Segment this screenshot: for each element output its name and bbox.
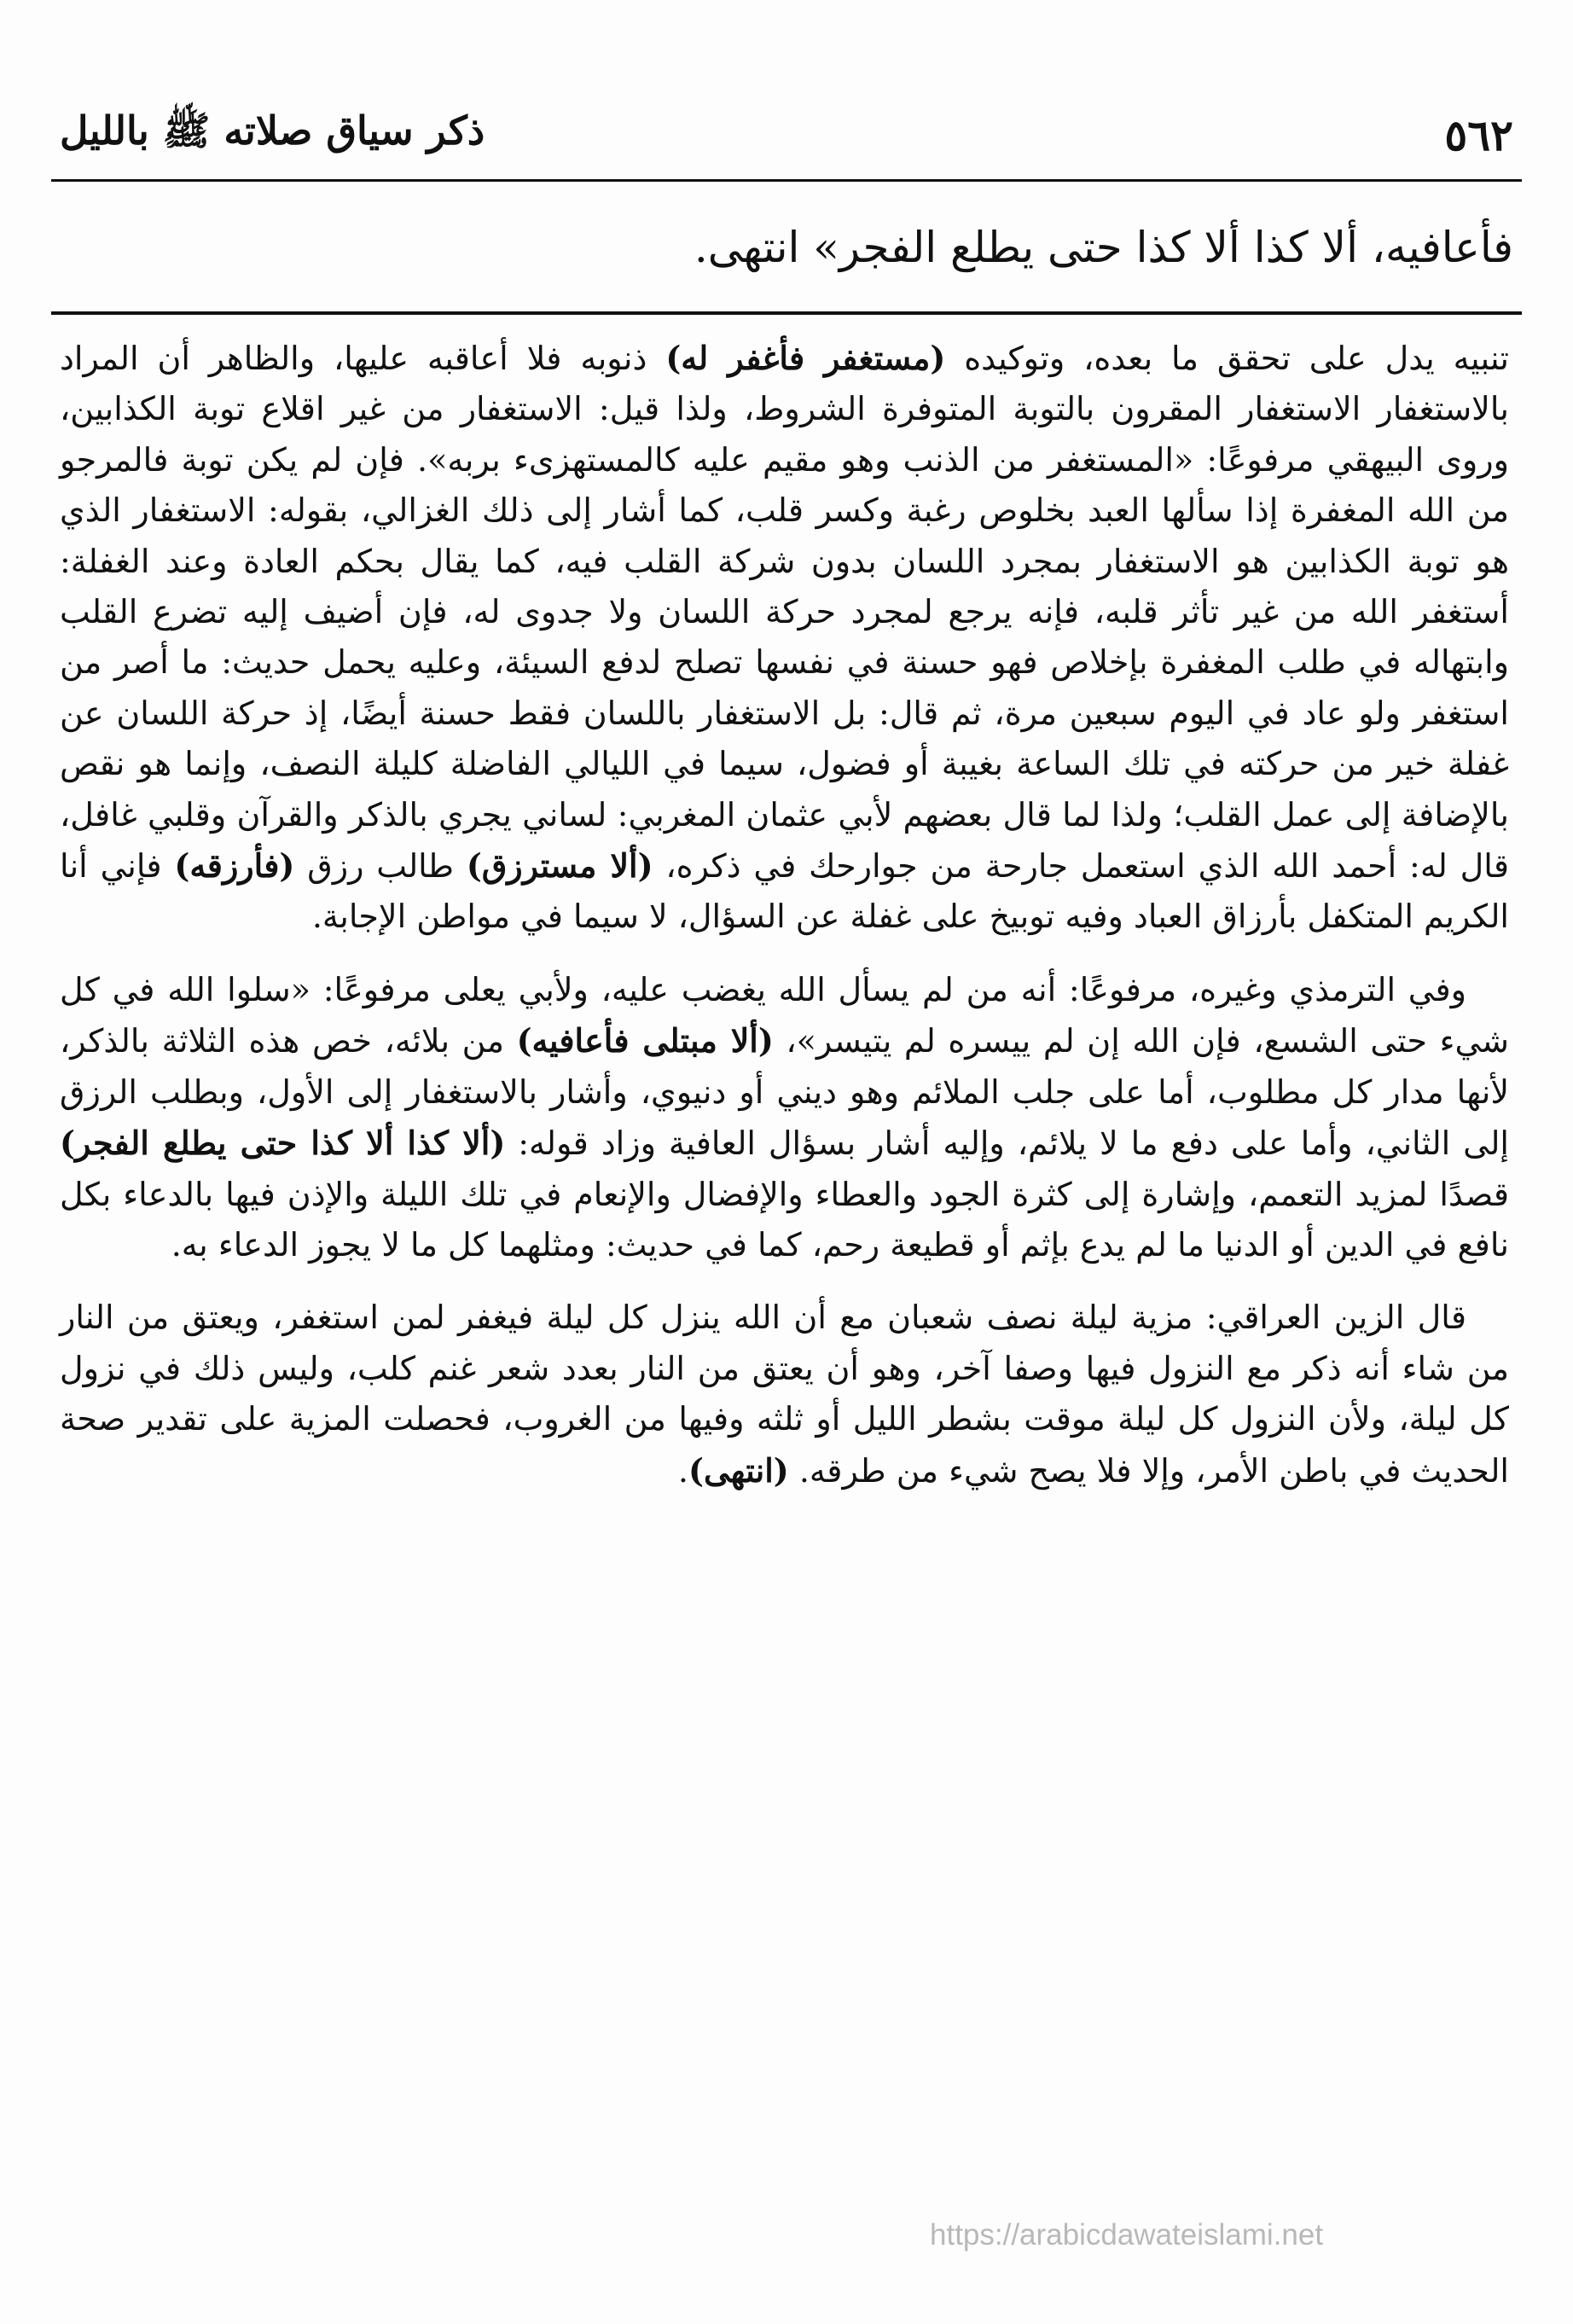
paragraph-text: وفي الترمذي وغيره، مرفوعًا: أنه من لم يسأل الله يغضب عليه، ولأبي يعلى مرفوعًا: «سلوا الله في كل شيء حتى الشسع، فإن الله إن لم ييسره لم يتيسر»،	[60, 970, 1509, 1060]
paragraph-text: .	[677, 1451, 688, 1490]
page-number: ٥٦٢	[1444, 109, 1513, 160]
paragraph-text: فإني أنا الكريم المتكفل بأرزاق العباد وفيه توبيخ على غفلة عن السؤال، لا سيما في مواطن الإجابة.	[60, 847, 1509, 936]
running-title: ذكر سياق صلاته ﷺ بالليل	[60, 107, 485, 154]
header-rule	[51, 179, 1522, 182]
paragraph-text: ذنوبه فلا أعاقبه عليها، والظاهر أن المراد بالاستغفار الاستغفار المقرون بالتوبة المتوفرة الشروط، ولذا قيل: الاستغفار من غير اقلاع توبة الكذابين، وروى البيهقي مرفوعًا: «المستغفر من الذنب وهو مقيم عليه كالمستهزىء بربه». فإن لم يكن توبة فالمرجو من الله المغفرة إذا سألها العبد بخلوص رغبة وكسر قلب، كما أشار إلى ذلك الغزالي، بقوله: الاستغفار الذي هو توبة الكذابين هو الاستغفار بمجرد اللسان بدون شركة القلب فيه، كما يقال بحكم العادة وعند الغفلة: أستغفر الله من غير تأثر قلبه، فإنه يرجع لمجرد حركة اللسان ولا جدوى له، فإن أضيف إليه تضرع القلب وابتهاله في طلب المغفرة بإخلاص فهو حسنة في نفسها تصلح لدفع السيئة، وعليه يحمل حديث: ما أصر من استغفر ولو عاد في اليوم سبعين مرة، ثم قال: بل الاستغفار باللسان فقط حسنة أيضًا، إذ حركة اللسان عن غفلة خير من حركته في تلك الساعة بغيبة أو فضول، سيما في الليالي الفاضلة كليلة النصف، وإنما هو نقص بالإضافة إلى عمل القلب؛ ولذا لما قال بعضهم لأبي عثمان المغربي: لساني يجري بالذكر والقرآن وقلبي غافل، قال له: أحمد الله الذي استعمل جارحة من جوارحك في ذكره،	[60, 340, 1509, 886]
hadith-continuation: فأعافيه، ألا كذا ألا كذا حتى يطلع الفجر» انتهى.	[694, 223, 1513, 272]
paragraph-text: قال الزين العراقي: مزية ليلة نصف شعبان مع أن الله ينزل كل ليلة فيغفر لمن استغفر، ويعتق من النار من شاء أنه ذكر مع النزول فيها وصفا آخر، وهو أن يعتق من النار بعدد شعر غنم كلب، وليس ذلك في نزول كل ليلة، ولأن النزول كل ليلة موقت بشطر الليل أو ثلثه وفيها من الغروب، فحصلت المزية على تقدير صحة الحديث في باطن الأمر، وإلا فلا يصح شيء من طرقه.	[60, 1299, 1509, 1490]
bold-hadith-phrase: (انتهى)	[688, 1450, 789, 1490]
paragraph-text: من بلائه، خص هذه الثلاثة بالذكر، لأنها مدار كل مطلوب، أما على جلب الملائم وهو ديني أو دنيوي، وأشار بالاستغفار إلى الأول، وبطلب الرزق إلى الثاني، وأما على دفع ما لا يلائم، وإليه أشار بسؤال العافية وزاد قوله:	[60, 1022, 1509, 1163]
bold-hadith-phrase: (ألا مسترزق)	[466, 846, 653, 886]
paragraph-text: قصدًا لمزيد التعمم، وإشارة إلى كثرة الجود والعطاء والإفضال والإنعام في تلك الليلة والإذن فيها بالدعاء بكل نافع في الدين أو الدنيا ما لم يدع بإثم أو قطيعة رحم، كما في حديث: ومثلهما كل ما لا يجوز الدعاء به.	[60, 1175, 1509, 1264]
commentary-paragraph	[60, 333, 1509, 943]
paragraph-text: تنبيه يدل على تحقق ما بعده، وتوكيده	[945, 340, 1509, 377]
commentary-divider	[51, 311, 1522, 315]
page-header	[60, 101, 1513, 169]
source-watermark: https://arabicdawateislami.net	[930, 2218, 1324, 2251]
bold-hadith-phrase: (فأرزقه)	[174, 846, 295, 886]
commentary-paragraph	[60, 1293, 1509, 1496]
bold-hadith-phrase: (ألا مبتلى فأعافيه)	[516, 1021, 774, 1060]
paragraph-text: طالب رزق	[294, 847, 467, 886]
commentary-paragraph	[60, 965, 1509, 1270]
bold-hadith-phrase: (مستغفر فأغفر له)	[665, 339, 946, 377]
bold-hadith-phrase: (ألا كذا ألا كذا حتى يطلع الفجر)	[60, 1124, 506, 1163]
commentary-text	[60, 333, 1509, 1519]
